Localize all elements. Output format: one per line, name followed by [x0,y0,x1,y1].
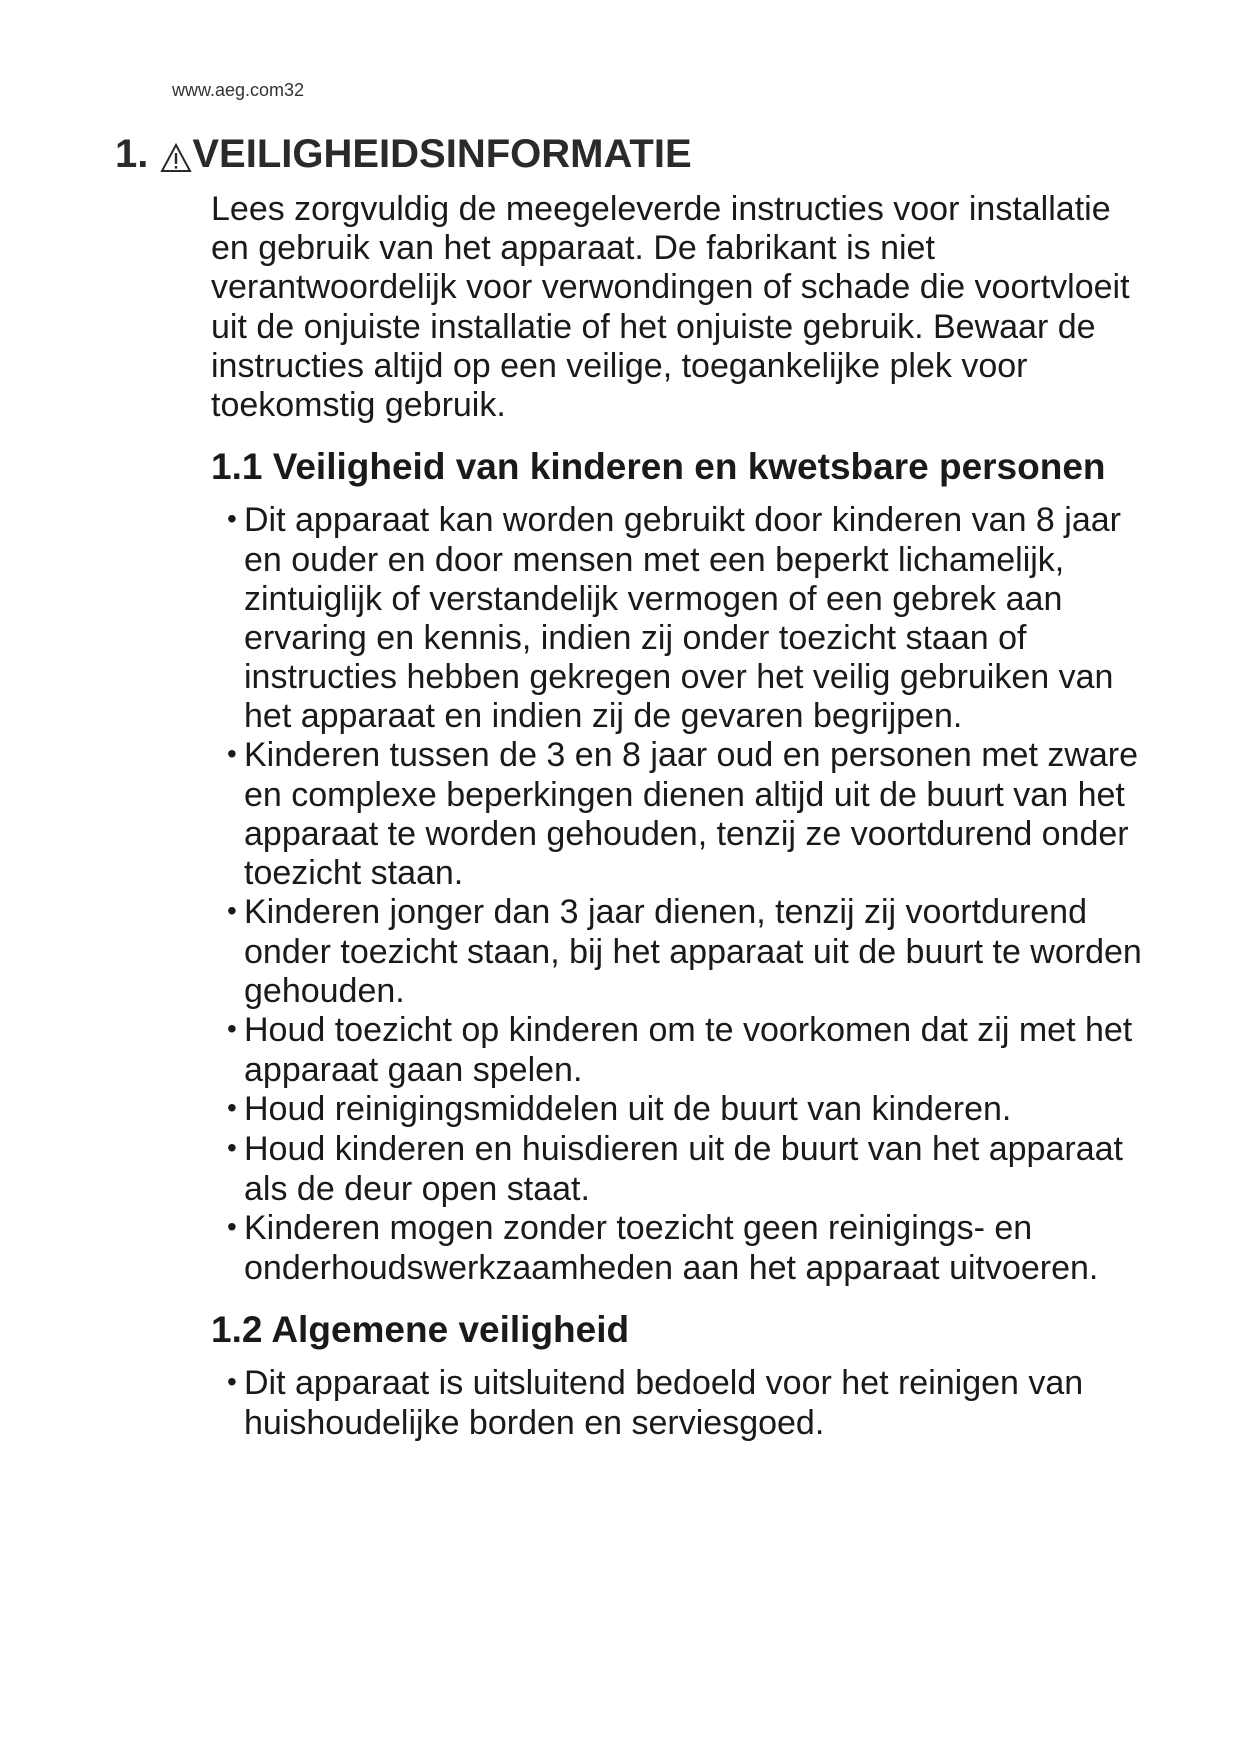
bullet-icon: • [227,503,237,535]
bullet-icon: • [227,895,237,927]
list-item: • Houd kinderen en huisdieren uit de buurt van het apparaat als de deur open staat. [227,1130,1123,1209]
list-item: • Kinderen jonger dan 3 jaar dienen, tenzij zij voortdurend onder toezicht staan, bij het apparaat uit de buurt te worden gehouden. [227,893,1142,1011]
bullet-icon: • [227,1211,237,1243]
list-item: • Houd toezicht op kinderen om te voorkomen dat zij met het apparaat gaan spelen. [227,1011,1133,1090]
bullet-icon: • [227,1092,237,1124]
bullet-icon: • [227,738,237,770]
subsection-title: 1.1 Veiligheid van kinderen en kwetsbare personen [211,446,1106,488]
subsection-title: 1.2 Algemene veiligheid [211,1309,630,1351]
section-heading-text: VEILIGHEIDSINFORMATIE [192,132,692,176]
content [211,190,1151,1443]
section-number: 1. [115,132,149,176]
bullet-icon: • [227,1013,237,1045]
list-item: • Dit apparaat is uitsluitend bedoeld voor het reinigen van huishoudelijke borden en serviesgoed. [227,1364,1084,1443]
warning-triangle-icon [160,138,192,168]
header-url: www.aeg.com32 [172,80,305,100]
list-item: • Dit apparaat kan worden gebruikt door kinderen van 8 jaar en ouder en door mensen met een beperkt lichamelijk, zintuiglijk of verstandelijk vermogen of een gebrek aan ervaring en kennis, indien zij onder toezicht staan of instructies hebben gekregen over het veilig gebruiken van het apparaat en indien zij de gevaren begrijpen. [227,501,1121,736]
bullet-list [211,1364,1151,1443]
list-item: • Kinderen tussen de 3 en 8 jaar oud en personen met zware en complexe beperkingen dienen altijd uit de buurt van het apparaat te worden gehouden, tenzij ze voortdurend onder toezicht staan. [227,736,1139,893]
bullet-list [211,501,1151,1288]
intro-paragraph: Lees zorgvuldig de meegeleverde instructies voor installatie en gebruik van het apparaat. De fabrikant is niet verantwoordelijk voor verwondingen of schade die voortvloeit uit de onjuiste installatie of het onjuiste gebruik. Bewaar de instructies altijd op een veilige, toegankelijke plek voor toekomstig gebruik. [211,190,1130,425]
bullet-icon: • [227,1366,237,1398]
section-title [115,132,692,177]
list-item: • Kinderen mogen zonder toezicht geen reinigings- en onderhoudswerkzaamheden aan het apparaat uitvoeren. [227,1209,1099,1288]
bullet-icon: • [227,1132,237,1164]
list-item: • Houd reinigingsmiddelen uit de buurt van kinderen. [227,1090,1012,1129]
